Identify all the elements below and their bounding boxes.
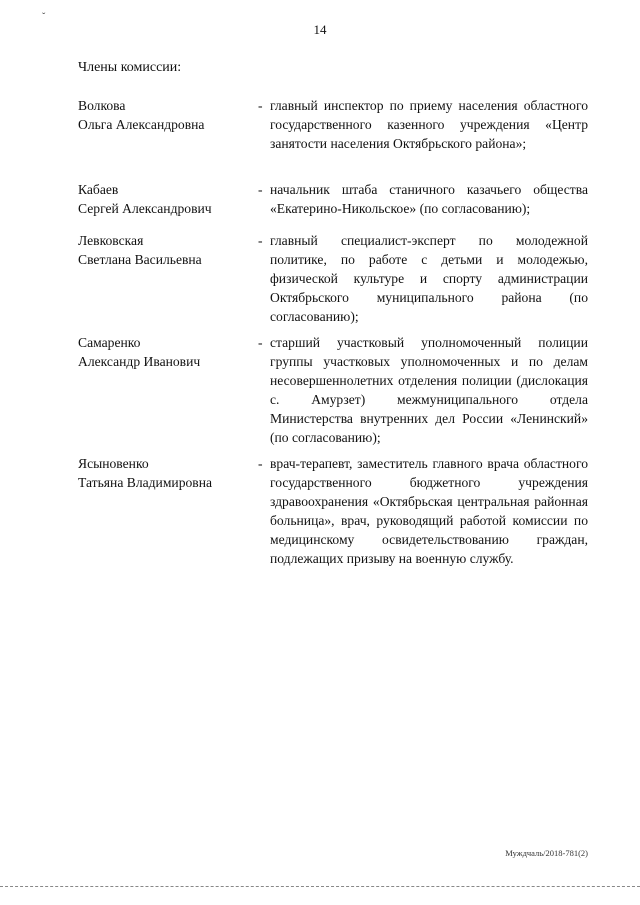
bottom-divider [0,886,640,887]
member-role: врач-терапевт, заместитель главного врача областного государственного бюджетного учреждения здравоохранения «Октябрьская центральная районная больница», врач, руководящий работой комиссии по медицинскому освидетельствованию граждан, подлежащих призыву на военную службу. [270,456,588,566]
scan-mark: ˇ [42,12,46,23]
member-name: Левковская Светлана Васильевна [78,233,202,267]
list-dash: - [258,233,263,248]
list-dash: - [258,98,263,113]
section-heading: Члены комиссии: [78,60,182,75]
document-code: Муждчаль/2018-781(2) [505,848,588,858]
list-dash: - [258,335,263,350]
list-dash: - [258,182,263,197]
list-dash: - [258,456,263,471]
member-name: Самаренко Александр Иванович [78,335,201,369]
member-role: старший участковый уполномоченный полиции группы участковых уполномоченных и по делам несовершеннолетних отделения полиции (дислокация с. Амурзет) межмуниципального отдела Министерства внутренних дел России «Ленинский» (по согласованию); [270,335,588,445]
page-number: 14 [313,22,327,37]
member-name: Кабаев Сергей Александрович [78,182,212,216]
member-role: главный инспектор по приему населения областного государственного казенного учреждения «Центр занятости населения Октябрьского района»; [270,98,588,151]
member-name: Ясыновенко Татьяна Владимировна [78,456,213,490]
member-name: Волкова Ольга Александровна [78,98,205,132]
member-role: главный специалист-эксперт по молодежной политике, по работе с детьми и молодежью, физической культуре и спорту администрации Октябрьского муниципального района (по согласованию); [270,233,588,324]
member-role: начальник штаба станичного казачьего общества «Екатерино-Никольское» (по согласованию); [270,182,588,216]
